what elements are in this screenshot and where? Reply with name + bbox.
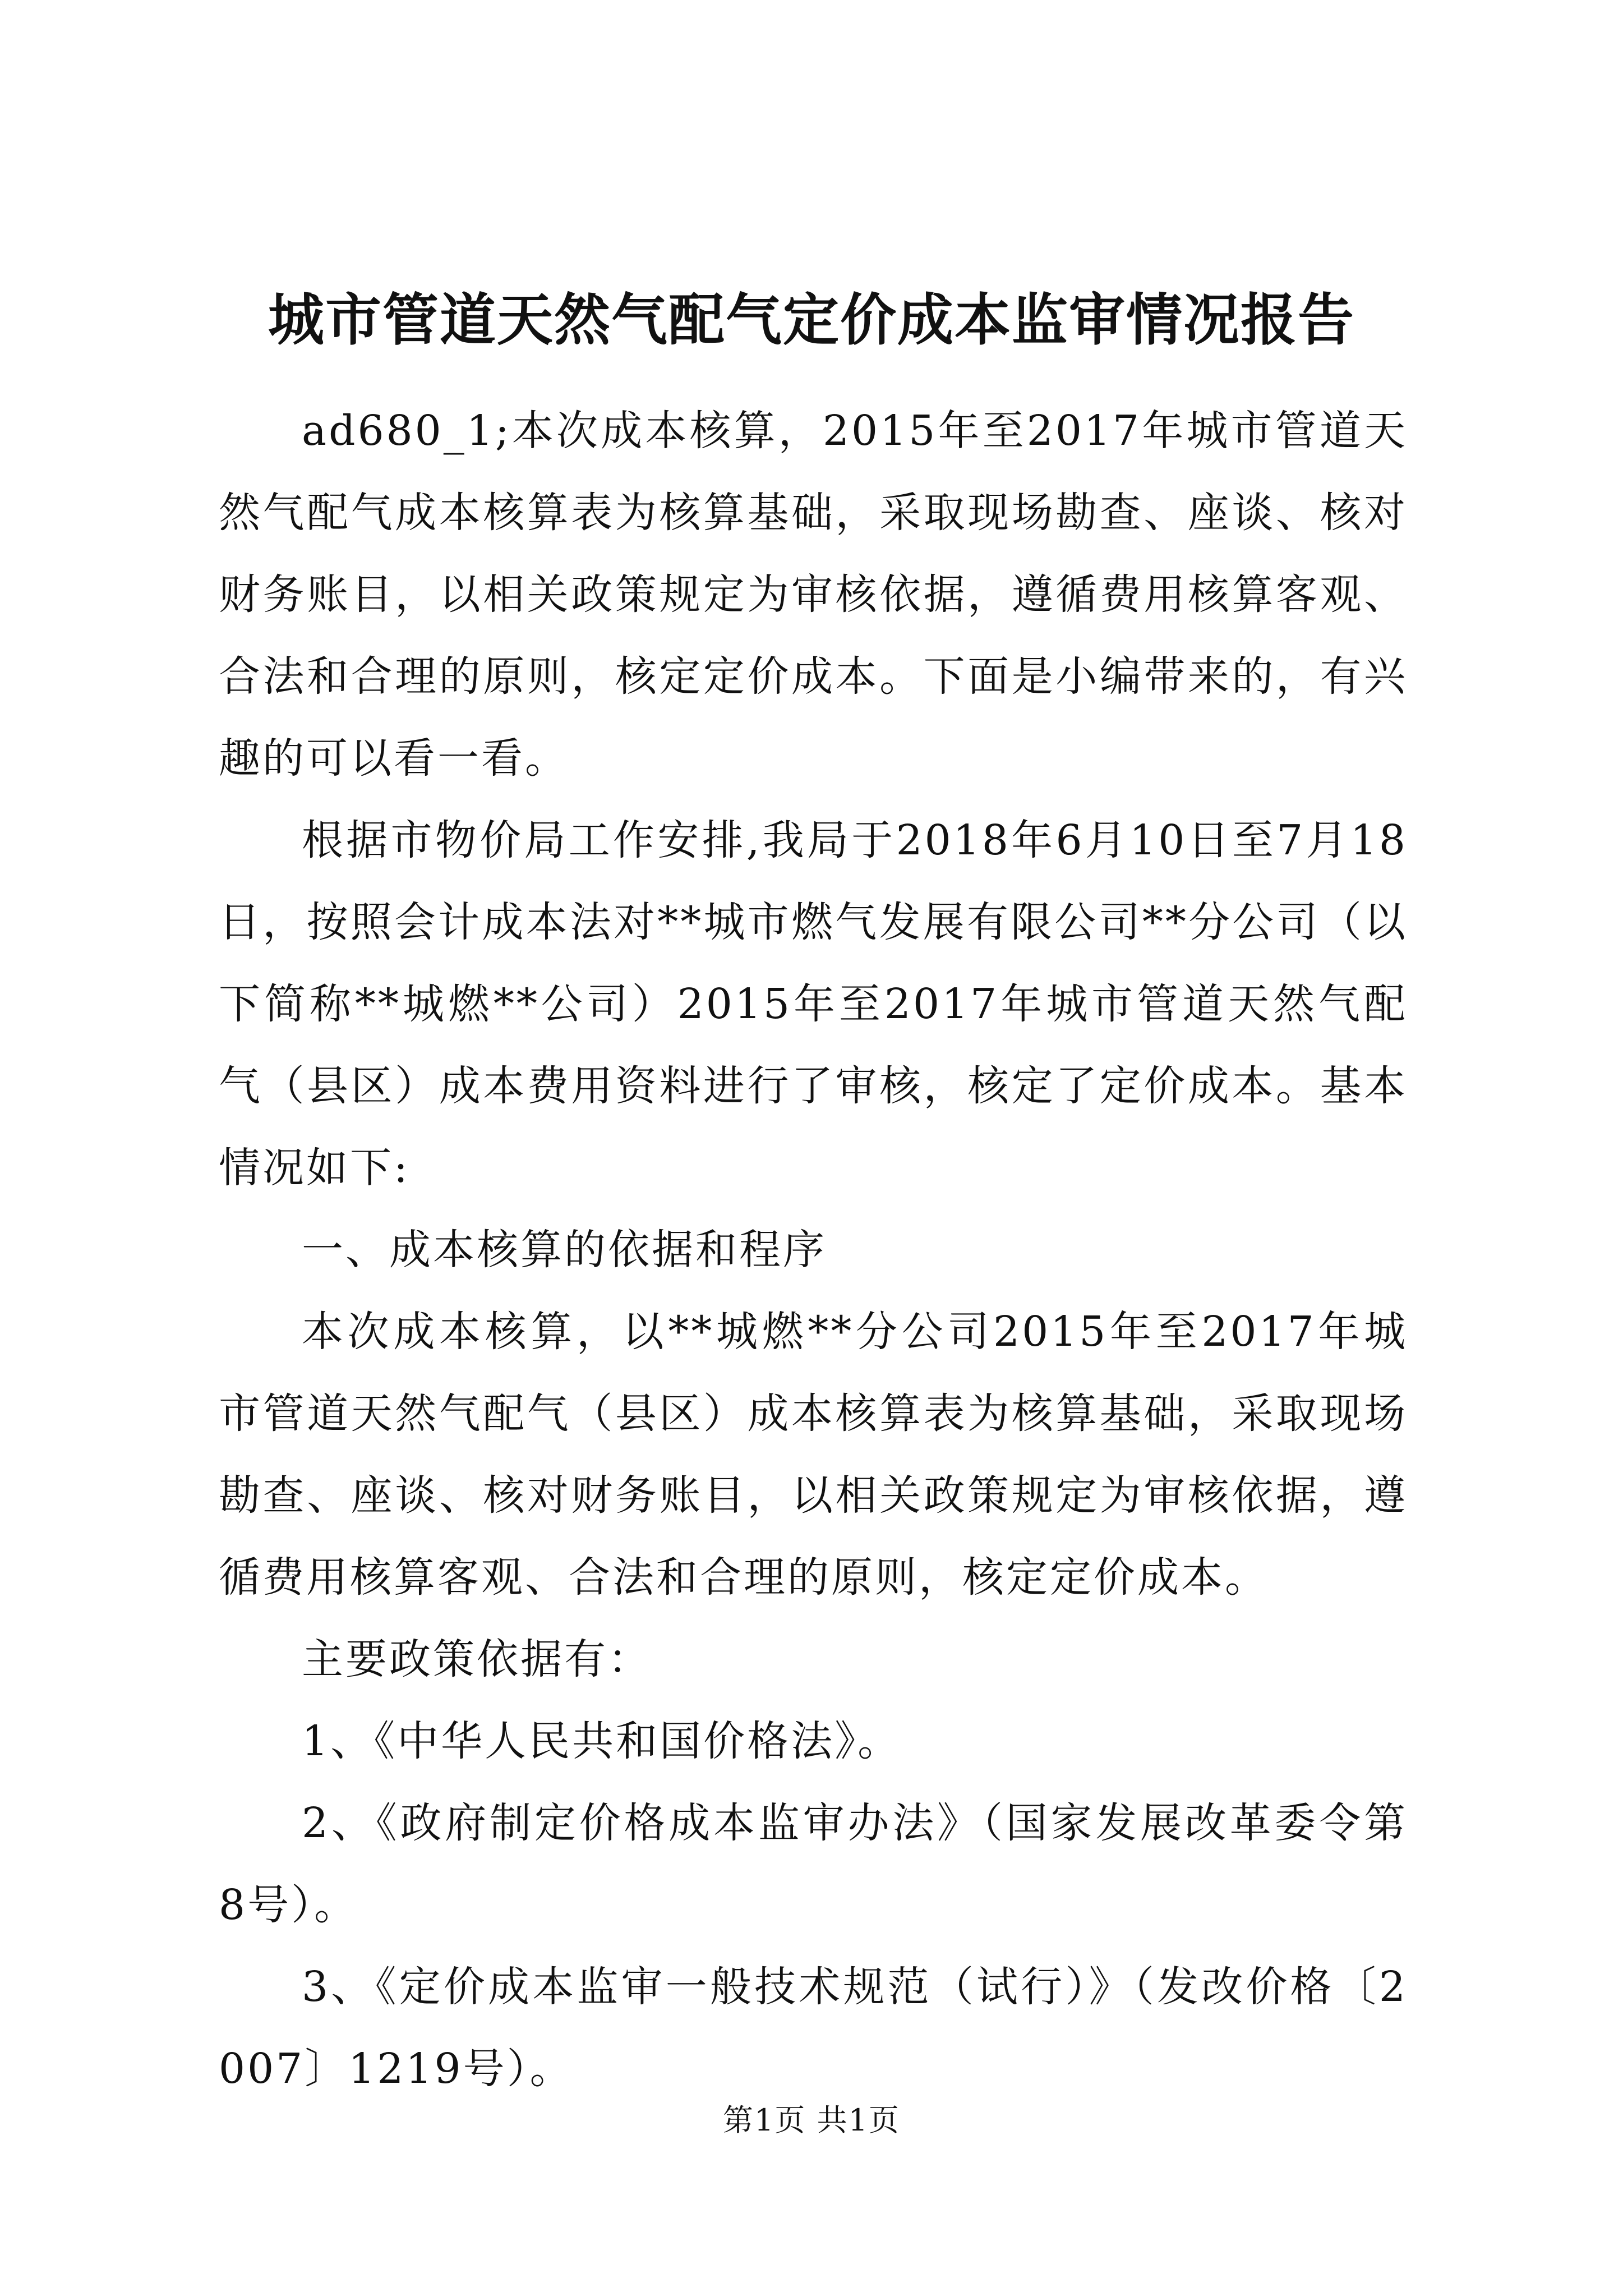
paragraph-intro: ad680_1;本次成本核算，2015年至2017年城市管道天然气配气成本核算表为核算基础，采取现场勘查、座谈、核对财务账目，以相关政策规定为审核依据，遵循费用核算客观、合法和合理的原则，核定定价成本。下面是小编带来的，有兴趣的可以看一看。	[219, 407, 1408, 783]
policy-item-3: 3、《定价成本监审一般技术规范（试行）》（发改价格〔2007〕1219号）。	[219, 1963, 1408, 2093]
paragraph-basis: 本次成本核算，以**城燃**分公司2015年至2017年城市管道天然气配气（县区）成本核算表为核算基础，采取现场勘查、座谈、核对财务账目，以相关政策规定为审核依据，遵循费用核算客观、合法和合理的原则，核定定价成本。	[219, 1308, 1408, 1602]
policy-item-2: 2、《政府制定价格成本监审办法》（国家发展改革委令第8号）。	[219, 1799, 1408, 1929]
paragraph-background: 根据市物价局工作安排,我局于2018年6月10日至7月18日，按照会计成本法对**城市燃气发展有限公司**分公司（以下简称**城燃**公司）2015年至2017年城市管道天然气配气（县区）成本费用资料进行了审核，核定了定价成本。基本情况如下:	[219, 816, 1408, 1192]
paragraph-policy-heading: 主要政策依据有：	[302, 1635, 652, 1683]
page-footer: 第1页 共1页	[723, 2102, 900, 2138]
policy-item-1: 1、《中华人民共和国价格法》。	[302, 1717, 902, 1765]
document-title: 城市管道天然气配气定价成本监审情况报告	[268, 287, 1355, 353]
section-heading-basis: 一、成本核算的依据和程序	[302, 1226, 827, 1274]
document-body	[219, 390, 1408, 2110]
